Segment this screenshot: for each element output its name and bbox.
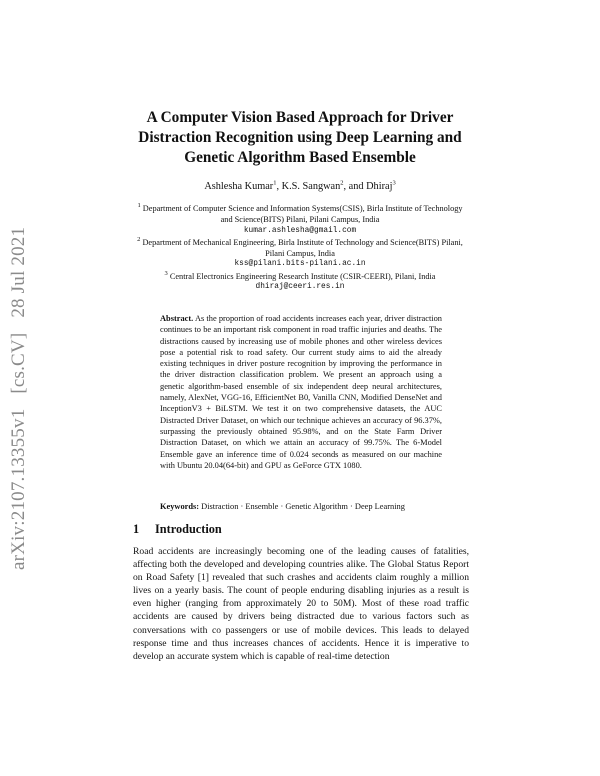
arxiv-watermark bbox=[8, 170, 30, 570]
keywords-text: Distraction · Ensemble · Genetic Algorithm · Deep Learning bbox=[201, 502, 405, 511]
affiliation bbox=[132, 271, 468, 294]
arxiv-date: 28 Jul 2021 bbox=[8, 226, 29, 318]
affiliation bbox=[132, 237, 468, 271]
section-heading bbox=[133, 522, 222, 537]
abstract-label: Abstract. bbox=[160, 314, 194, 323]
author-name: Dhiraj bbox=[366, 181, 393, 192]
author-affil-mark: 2 bbox=[340, 179, 344, 187]
author-name: K.S. Sangwan bbox=[281, 181, 341, 192]
affil-mark: 3 bbox=[164, 270, 168, 278]
author-list bbox=[125, 181, 475, 192]
section-title: Introduction bbox=[155, 522, 222, 536]
abstract bbox=[160, 313, 442, 471]
intro-paragraph: Road accidents are increasingly becoming one of the leading causes of fatalities, affecting both the developed and developing countries alike. The Global Status Report on Road Safety [1] revealed that such crashes and accidents claim roughly a million lives on a yearly basis. The count of people enduring disabling injuries as a result is even higher (ranging from approximately 20 to 50M). Most of these road traffic accidents are caused by drivers being distracted due to various factors such as conversations with co passengers or use of mobile devices. This leads to delayed response time and thus increases chances of accidents. Hence it is imperative to develop an accurate system which is capable of real-time detection bbox=[133, 546, 469, 662]
affil-email: kumar.ashlesha@gmail.com bbox=[243, 226, 357, 235]
keywords bbox=[160, 502, 442, 511]
affil-text: Central Electronics Engineering Research Institute (CSIR-CEERI), Pilani, India bbox=[169, 271, 436, 281]
affil-text: Department of Computer Science and Information Systems(CSIS), Birla Institute of Technology and Science(BITS) Pilani, Pilani Campus, India bbox=[142, 204, 463, 225]
arxiv-id: arXiv:2107.13355v1 bbox=[8, 408, 29, 570]
abstract-text: As the proportion of road accidents increases each year, driver distraction continues to be an important risk component in road traffic injuries and deaths. The distractions caused by increasing use of mobile phones and other wireless devices pose a potential risk to road safety. Our current study aims to aid the already existing techniques in driver posture recognition by improving the performance in the driver distraction classification problem. We present an approach using a genetic algorithm-based ensemble of six independent deep neural architectures, namely, AlexNet, VGG-16, EfficientNet B0, Vanilla CNN, Modified DenseNet and InceptionV3 + BiLSTM. We test it on two comprehensive datasets, the AUC Distracted Driver Dataset, on which our technique achieves an accuracy of 96.37%, surpassing the previously obtained 95.98%, and on the State Farm Driver Distraction Dataset, on which we attain an accuracy of 99.75%. The 6-Model Ensemble gave an inference time of 0.024 seconds as measured on our machine with Ubuntu 20.04(64-bit) and GPU as GeForce GTX 1080. bbox=[160, 314, 442, 470]
author-affil-mark: 3 bbox=[392, 179, 396, 187]
section-number: 1 bbox=[133, 522, 140, 536]
author-affil-mark: 1 bbox=[273, 179, 277, 187]
author-separator: , bbox=[276, 181, 282, 192]
paper-title: A Computer Vision Based Approach for Driver Distraction Recognition using Deep Learning and Genetic Algorithm Based Ensemble bbox=[138, 109, 462, 166]
affiliation bbox=[132, 203, 468, 237]
author-name: Ashlesha Kumar bbox=[204, 181, 274, 192]
affil-text: Department of Mechanical Engineering, Birla Institute of Technology and Science(BITS) Pilani, Pilani Campus, India bbox=[142, 237, 463, 259]
affil-mark: 2 bbox=[137, 236, 141, 244]
affil-email: dhiraj@ceeri.res.in bbox=[255, 283, 345, 292]
keywords-label: Keywords: bbox=[160, 502, 200, 511]
arxiv-category: [cs.CV] bbox=[8, 332, 29, 394]
author-separator: , and bbox=[343, 181, 367, 192]
affil-email: kss@pilani.bits-pilani.ac.in bbox=[234, 260, 366, 269]
affil-mark: 1 bbox=[137, 202, 141, 210]
affiliations bbox=[132, 203, 468, 293]
